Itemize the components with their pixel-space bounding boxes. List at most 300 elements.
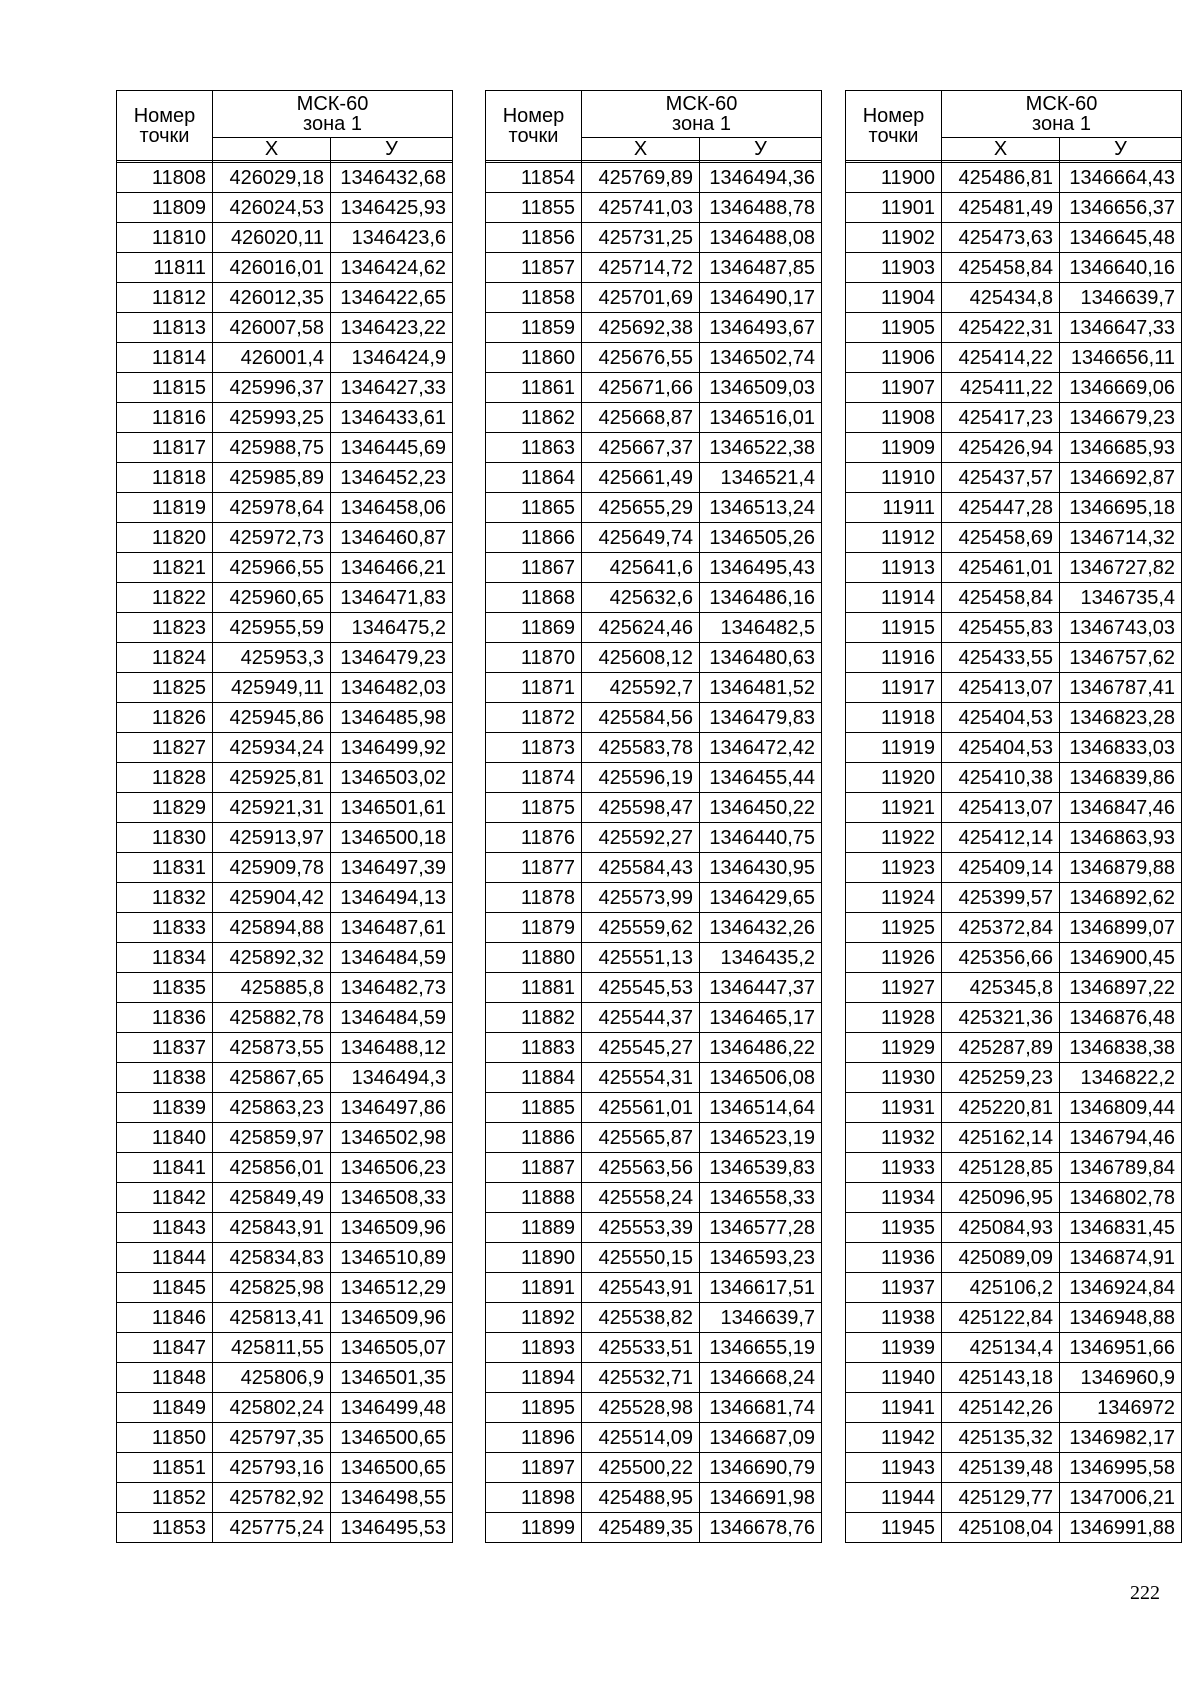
y-coordinate-cell: 1346639,7 — [1060, 283, 1182, 313]
y-coordinate-cell: 1346669,06 — [1060, 373, 1182, 403]
y-coordinate-cell: 1346502,74 — [700, 343, 822, 373]
table-row — [486, 253, 822, 283]
y-coordinate-cell: 1346509,96 — [331, 1213, 453, 1243]
y-coordinate-cell: 1346425,93 — [331, 193, 453, 223]
y-coordinate-cell: 1346664,43 — [1060, 163, 1182, 193]
y-column-header: У — [331, 138, 453, 161]
point-number-cell: 11828 — [117, 763, 213, 793]
y-coordinate-cell: 1346501,61 — [331, 793, 453, 823]
y-coordinate-cell: 1346499,92 — [331, 733, 453, 763]
table-row — [486, 1123, 822, 1153]
x-coordinate-cell: 425782,92 — [213, 1483, 331, 1513]
table-row — [486, 883, 822, 913]
x-coordinate-cell: 426016,01 — [213, 253, 331, 283]
point-number-header: Номер точки — [846, 91, 942, 161]
table-row — [486, 1213, 822, 1243]
y-coordinate-cell: 1346735,4 — [1060, 583, 1182, 613]
table-row — [486, 1063, 822, 1093]
table-row — [117, 703, 453, 733]
y-coordinate-cell: 1346450,22 — [700, 793, 822, 823]
point-number-cell: 11877 — [486, 853, 582, 883]
point-number-cell: 11934 — [846, 1183, 942, 1213]
table-row — [486, 673, 822, 703]
y-coordinate-cell: 1346505,07 — [331, 1333, 453, 1363]
point-number-cell: 11808 — [117, 163, 213, 193]
point-number-cell: 11936 — [846, 1243, 942, 1273]
x-coordinate-cell: 425461,01 — [942, 553, 1060, 583]
x-coordinate-cell: 425500,22 — [582, 1453, 700, 1483]
x-coordinate-cell: 425084,93 — [942, 1213, 1060, 1243]
x-coordinate-cell: 426020,11 — [213, 223, 331, 253]
point-number-cell: 11939 — [846, 1333, 942, 1363]
y-coordinate-cell: 1346435,2 — [700, 943, 822, 973]
x-coordinate-cell: 425553,39 — [582, 1213, 700, 1243]
y-coordinate-cell: 1346833,03 — [1060, 733, 1182, 763]
point-number-header: Номер точки — [117, 91, 213, 161]
x-coordinate-cell: 425108,04 — [942, 1513, 1060, 1543]
point-number-cell: 11852 — [117, 1483, 213, 1513]
table-row — [117, 223, 453, 253]
x-coordinate-cell: 425404,53 — [942, 703, 1060, 733]
y-coordinate-cell: 1346972 — [1060, 1393, 1182, 1423]
y-coordinate-cell: 1346490,17 — [700, 283, 822, 313]
x-coordinate-cell: 425996,37 — [213, 373, 331, 403]
crs-header — [582, 91, 822, 138]
table-row — [117, 433, 453, 463]
point-number-cell: 11869 — [486, 613, 582, 643]
table-row — [117, 853, 453, 883]
x-coordinate-cell: 425769,89 — [582, 163, 700, 193]
y-coordinate-cell: 1346892,62 — [1060, 883, 1182, 913]
table-row — [117, 1063, 453, 1093]
y-coordinate-cell: 1346838,38 — [1060, 1033, 1182, 1063]
x-coordinate-cell: 425554,31 — [582, 1063, 700, 1093]
table-row — [486, 823, 822, 853]
point-number-cell: 11873 — [486, 733, 582, 763]
x-coordinate-cell: 425632,6 — [582, 583, 700, 613]
x-coordinate-cell: 425960,65 — [213, 583, 331, 613]
y-coordinate-cell: 1346479,23 — [331, 643, 453, 673]
point-number-cell: 11941 — [846, 1393, 942, 1423]
x-coordinate-cell: 425966,55 — [213, 553, 331, 583]
y-coordinate-cell: 1346495,53 — [331, 1513, 453, 1543]
y-coordinate-cell: 1346991,88 — [1060, 1513, 1182, 1543]
point-number-cell: 11897 — [486, 1453, 582, 1483]
table-row — [486, 1033, 822, 1063]
x-coordinate-cell: 425128,85 — [942, 1153, 1060, 1183]
point-number-cell: 11888 — [486, 1183, 582, 1213]
table-row — [117, 523, 453, 553]
point-number-cell: 11942 — [846, 1423, 942, 1453]
x-coordinate-cell: 425655,29 — [582, 493, 700, 523]
x-coordinate-cell: 425882,78 — [213, 1003, 331, 1033]
point-number-cell: 11906 — [846, 343, 942, 373]
table-row — [846, 283, 1182, 313]
point-number-cell: 11887 — [486, 1153, 582, 1183]
x-coordinate-cell: 425433,55 — [942, 643, 1060, 673]
point-number-cell: 11895 — [486, 1393, 582, 1423]
table-row — [117, 343, 453, 373]
x-coordinate-cell: 425913,97 — [213, 823, 331, 853]
y-coordinate-cell: 1346509,96 — [331, 1303, 453, 1333]
table-row — [846, 373, 1182, 403]
y-coordinate-cell: 1346513,24 — [700, 493, 822, 523]
x-coordinate-cell: 425404,53 — [942, 733, 1060, 763]
x-coordinate-cell: 425550,15 — [582, 1243, 700, 1273]
x-coordinate-cell: 425972,73 — [213, 523, 331, 553]
table-row — [117, 553, 453, 583]
x-coordinate-cell: 425458,84 — [942, 583, 1060, 613]
point-number-cell: 11892 — [486, 1303, 582, 1333]
y-coordinate-cell: 1346924,84 — [1060, 1273, 1182, 1303]
point-number-cell: 11819 — [117, 493, 213, 523]
coordinate-table-2 — [485, 90, 822, 1543]
y-coordinate-cell: 1346539,83 — [700, 1153, 822, 1183]
y-coordinate-cell: 1346486,22 — [700, 1033, 822, 1063]
point-number-cell: 11919 — [846, 733, 942, 763]
table-row — [486, 433, 822, 463]
x-coordinate-cell: 425811,55 — [213, 1333, 331, 1363]
y-coordinate-cell: 1346714,32 — [1060, 523, 1182, 553]
x-coordinate-cell: 425988,75 — [213, 433, 331, 463]
point-number-cell: 11851 — [117, 1453, 213, 1483]
x-coordinate-cell: 425859,97 — [213, 1123, 331, 1153]
point-number-cell: 11862 — [486, 403, 582, 433]
table-row — [846, 433, 1182, 463]
table-row — [486, 1513, 822, 1543]
table-row — [117, 733, 453, 763]
table-row — [846, 1003, 1182, 1033]
x-coordinate-cell: 425596,19 — [582, 763, 700, 793]
y-column-header: У — [700, 138, 822, 161]
y-coordinate-cell: 1346499,48 — [331, 1393, 453, 1423]
table-row — [846, 1093, 1182, 1123]
table-row — [117, 943, 453, 973]
x-coordinate-cell: 425399,57 — [942, 883, 1060, 913]
x-coordinate-cell: 425825,98 — [213, 1273, 331, 1303]
y-coordinate-cell: 1346465,17 — [700, 1003, 822, 1033]
point-number-cell: 11904 — [846, 283, 942, 313]
x-coordinate-cell: 425641,6 — [582, 553, 700, 583]
table-row — [117, 463, 453, 493]
point-number-cell: 11931 — [846, 1093, 942, 1123]
y-coordinate-cell: 1346423,6 — [331, 223, 453, 253]
y-coordinate-cell: 1346484,59 — [331, 943, 453, 973]
point-number-cell: 11876 — [486, 823, 582, 853]
table-row — [846, 493, 1182, 523]
x-coordinate-cell: 425608,12 — [582, 643, 700, 673]
y-coordinate-cell: 1346690,79 — [700, 1453, 822, 1483]
point-number-cell: 11820 — [117, 523, 213, 553]
x-coordinate-cell: 425797,35 — [213, 1423, 331, 1453]
point-number-cell: 11818 — [117, 463, 213, 493]
point-number-cell: 11858 — [486, 283, 582, 313]
x-coordinate-cell: 425843,91 — [213, 1213, 331, 1243]
y-coordinate-cell: 1346482,73 — [331, 973, 453, 1003]
point-number-cell: 11866 — [486, 523, 582, 553]
point-number-cell: 11925 — [846, 913, 942, 943]
table-row — [117, 1513, 453, 1543]
x-column-header: Х — [213, 138, 331, 161]
y-coordinate-cell: 1346424,9 — [331, 343, 453, 373]
x-coordinate-cell: 425671,66 — [582, 373, 700, 403]
point-number-cell: 11899 — [486, 1513, 582, 1543]
y-coordinate-cell: 1346847,46 — [1060, 793, 1182, 823]
y-coordinate-cell: 1346639,7 — [700, 1303, 822, 1333]
table-row — [846, 1213, 1182, 1243]
point-number-cell: 11915 — [846, 613, 942, 643]
point-number-cell: 11885 — [486, 1093, 582, 1123]
point-number-cell: 11827 — [117, 733, 213, 763]
y-coordinate-cell: 1346879,88 — [1060, 853, 1182, 883]
x-coordinate-cell: 425532,71 — [582, 1363, 700, 1393]
table-row — [117, 163, 453, 193]
point-number-cell: 11825 — [117, 673, 213, 703]
y-coordinate-cell: 1346695,18 — [1060, 493, 1182, 523]
y-coordinate-cell: 1346471,83 — [331, 583, 453, 613]
x-coordinate-cell: 425731,25 — [582, 223, 700, 253]
point-number-cell: 11848 — [117, 1363, 213, 1393]
y-coordinate-cell: 1346787,41 — [1060, 673, 1182, 703]
point-number-cell: 11911 — [846, 493, 942, 523]
table-row — [117, 1213, 453, 1243]
point-number-cell: 11912 — [846, 523, 942, 553]
x-coordinate-cell: 425437,57 — [942, 463, 1060, 493]
y-coordinate-cell: 1346480,63 — [700, 643, 822, 673]
point-number-cell: 11907 — [846, 373, 942, 403]
point-number-cell: 11834 — [117, 943, 213, 973]
point-number-cell: 11928 — [846, 1003, 942, 1033]
point-number-cell: 11822 — [117, 583, 213, 613]
point-number-cell: 11927 — [846, 973, 942, 1003]
y-coordinate-cell: 1346522,38 — [700, 433, 822, 463]
x-coordinate-cell: 425668,87 — [582, 403, 700, 433]
x-coordinate-cell: 426029,18 — [213, 163, 331, 193]
x-coordinate-cell: 425143,18 — [942, 1363, 1060, 1393]
table-row — [486, 553, 822, 583]
y-coordinate-cell: 1346510,89 — [331, 1243, 453, 1273]
y-coordinate-cell: 1346432,26 — [700, 913, 822, 943]
table-row — [486, 1273, 822, 1303]
y-coordinate-cell: 1346521,4 — [700, 463, 822, 493]
x-coordinate-cell: 425545,53 — [582, 973, 700, 1003]
point-number-cell: 11821 — [117, 553, 213, 583]
table-row — [486, 193, 822, 223]
x-coordinate-cell: 425676,55 — [582, 343, 700, 373]
y-coordinate-cell: 1346475,2 — [331, 613, 453, 643]
x-coordinate-cell: 425701,69 — [582, 283, 700, 313]
table-row — [117, 1123, 453, 1153]
y-coordinate-cell: 1346508,33 — [331, 1183, 453, 1213]
table-row — [117, 1393, 453, 1423]
x-coordinate-cell: 425345,8 — [942, 973, 1060, 1003]
x-coordinate-cell: 425863,23 — [213, 1093, 331, 1123]
point-number-cell: 11842 — [117, 1183, 213, 1213]
table-row — [486, 463, 822, 493]
table-row — [846, 1483, 1182, 1513]
x-coordinate-cell: 425624,46 — [582, 613, 700, 643]
y-coordinate-cell: 1346482,5 — [700, 613, 822, 643]
x-coordinate-cell: 425458,69 — [942, 523, 1060, 553]
table-row — [846, 913, 1182, 943]
y-coordinate-cell: 1346488,12 — [331, 1033, 453, 1063]
table-row — [117, 1033, 453, 1063]
x-coordinate-cell: 425412,14 — [942, 823, 1060, 853]
x-coordinate-cell: 425925,81 — [213, 763, 331, 793]
x-coordinate-cell: 425413,07 — [942, 673, 1060, 703]
x-coordinate-cell: 425551,13 — [582, 943, 700, 973]
x-coordinate-cell: 425139,48 — [942, 1453, 1060, 1483]
table-row — [486, 1393, 822, 1423]
table-row — [486, 1363, 822, 1393]
x-coordinate-cell: 425162,14 — [942, 1123, 1060, 1153]
y-coordinate-cell: 1346427,33 — [331, 373, 453, 403]
y-coordinate-cell: 1346498,55 — [331, 1483, 453, 1513]
point-number-cell: 11943 — [846, 1453, 942, 1483]
point-number-cell: 11816 — [117, 403, 213, 433]
coordinate-table-3 — [845, 90, 1182, 1543]
y-coordinate-cell: 1346484,59 — [331, 1003, 453, 1033]
table-row — [117, 883, 453, 913]
table-row — [486, 943, 822, 973]
x-coordinate-cell: 425489,35 — [582, 1513, 700, 1543]
x-coordinate-cell: 425287,89 — [942, 1033, 1060, 1063]
y-coordinate-cell: 1346897,22 — [1060, 973, 1182, 1003]
x-coordinate-cell: 425592,27 — [582, 823, 700, 853]
x-coordinate-cell: 426024,53 — [213, 193, 331, 223]
x-coordinate-cell: 425544,37 — [582, 1003, 700, 1033]
point-number-cell: 11917 — [846, 673, 942, 703]
y-coordinate-cell: 1346679,23 — [1060, 403, 1182, 433]
table-row — [486, 913, 822, 943]
point-number-cell: 11870 — [486, 643, 582, 673]
table-row — [486, 283, 822, 313]
y-coordinate-cell: 1346687,09 — [700, 1423, 822, 1453]
crs-label: МСК-60 — [296, 93, 369, 115]
y-coordinate-cell: 1346593,23 — [700, 1243, 822, 1273]
table-row — [846, 1333, 1182, 1363]
x-coordinate-cell: 425583,78 — [582, 733, 700, 763]
table-row — [846, 823, 1182, 853]
y-coordinate-cell: 1346481,52 — [700, 673, 822, 703]
point-number-cell: 11836 — [117, 1003, 213, 1033]
table-row — [486, 1483, 822, 1513]
point-number-cell: 11909 — [846, 433, 942, 463]
point-number-cell: 11815 — [117, 373, 213, 403]
y-coordinate-cell: 1346500,65 — [331, 1453, 453, 1483]
x-coordinate-cell: 425142,26 — [942, 1393, 1060, 1423]
y-coordinate-cell: 1346558,33 — [700, 1183, 822, 1213]
x-coordinate-cell: 426007,58 — [213, 313, 331, 343]
y-coordinate-cell: 1346822,2 — [1060, 1063, 1182, 1093]
table-row — [846, 973, 1182, 1003]
y-coordinate-cell: 1346501,35 — [331, 1363, 453, 1393]
point-number-cell: 11813 — [117, 313, 213, 343]
table-row — [117, 403, 453, 433]
x-coordinate-cell: 425561,01 — [582, 1093, 700, 1123]
y-coordinate-cell: 1346494,3 — [331, 1063, 453, 1093]
x-coordinate-cell: 425573,99 — [582, 883, 700, 913]
y-coordinate-cell: 1346497,86 — [331, 1093, 453, 1123]
y-coordinate-cell: 1346678,76 — [700, 1513, 822, 1543]
point-number-cell: 11890 — [486, 1243, 582, 1273]
point-number-cell: 11823 — [117, 613, 213, 643]
table-row — [486, 613, 822, 643]
x-coordinate-cell: 425793,16 — [213, 1453, 331, 1483]
table-row — [846, 613, 1182, 643]
x-coordinate-cell: 425806,9 — [213, 1363, 331, 1393]
table-row — [486, 343, 822, 373]
crs-header — [213, 91, 453, 138]
y-coordinate-cell: 1346995,58 — [1060, 1453, 1182, 1483]
crs-header — [942, 91, 1182, 138]
point-number-cell: 11837 — [117, 1033, 213, 1063]
x-coordinate-cell: 426001,4 — [213, 343, 331, 373]
table-row — [117, 493, 453, 523]
y-coordinate-cell: 1346823,28 — [1060, 703, 1182, 733]
point-number-cell: 11883 — [486, 1033, 582, 1063]
point-number-cell: 11920 — [846, 763, 942, 793]
table-row — [117, 1243, 453, 1273]
y-coordinate-cell: 1346681,74 — [700, 1393, 822, 1423]
x-coordinate-cell: 425945,86 — [213, 703, 331, 733]
table-row — [486, 1093, 822, 1123]
table-row — [117, 253, 453, 283]
y-coordinate-cell: 1346982,17 — [1060, 1423, 1182, 1453]
table-row — [846, 763, 1182, 793]
x-coordinate-cell: 425849,49 — [213, 1183, 331, 1213]
x-coordinate-cell: 425455,83 — [942, 613, 1060, 643]
table-row — [486, 1303, 822, 1333]
table-row — [486, 313, 822, 343]
table-row — [486, 403, 822, 433]
table-row — [117, 1333, 453, 1363]
y-coordinate-cell: 1346512,29 — [331, 1273, 453, 1303]
x-coordinate-cell: 425414,22 — [942, 343, 1060, 373]
header-row — [117, 91, 453, 138]
y-coordinate-cell: 1346487,85 — [700, 253, 822, 283]
x-coordinate-cell: 425867,65 — [213, 1063, 331, 1093]
x-coordinate-cell: 425563,56 — [582, 1153, 700, 1183]
y-coordinate-cell: 1346506,08 — [700, 1063, 822, 1093]
y-coordinate-cell: 1346789,84 — [1060, 1153, 1182, 1183]
table-row — [117, 673, 453, 703]
x-coordinate-cell: 425447,28 — [942, 493, 1060, 523]
x-coordinate-cell: 425834,83 — [213, 1243, 331, 1273]
y-coordinate-cell: 1346831,45 — [1060, 1213, 1182, 1243]
table-row — [486, 373, 822, 403]
coordinate-table-1 — [116, 90, 453, 1543]
table-row — [117, 1153, 453, 1183]
x-coordinate-cell: 425543,91 — [582, 1273, 700, 1303]
table-row — [117, 823, 453, 853]
table-row — [846, 943, 1182, 973]
point-number-cell: 11829 — [117, 793, 213, 823]
table-row — [846, 1063, 1182, 1093]
point-number-cell: 11860 — [486, 343, 582, 373]
x-coordinate-cell: 425538,82 — [582, 1303, 700, 1333]
point-number-cell: 11840 — [117, 1123, 213, 1153]
x-coordinate-cell: 425667,37 — [582, 433, 700, 463]
point-number-cell: 11910 — [846, 463, 942, 493]
point-number-cell: 11868 — [486, 583, 582, 613]
point-number-cell: 11933 — [846, 1153, 942, 1183]
point-number-cell: 11833 — [117, 913, 213, 943]
x-coordinate-cell: 425096,95 — [942, 1183, 1060, 1213]
point-number-cell: 11894 — [486, 1363, 582, 1393]
y-coordinate-cell: 1346617,51 — [700, 1273, 822, 1303]
x-coordinate-cell: 425813,41 — [213, 1303, 331, 1333]
